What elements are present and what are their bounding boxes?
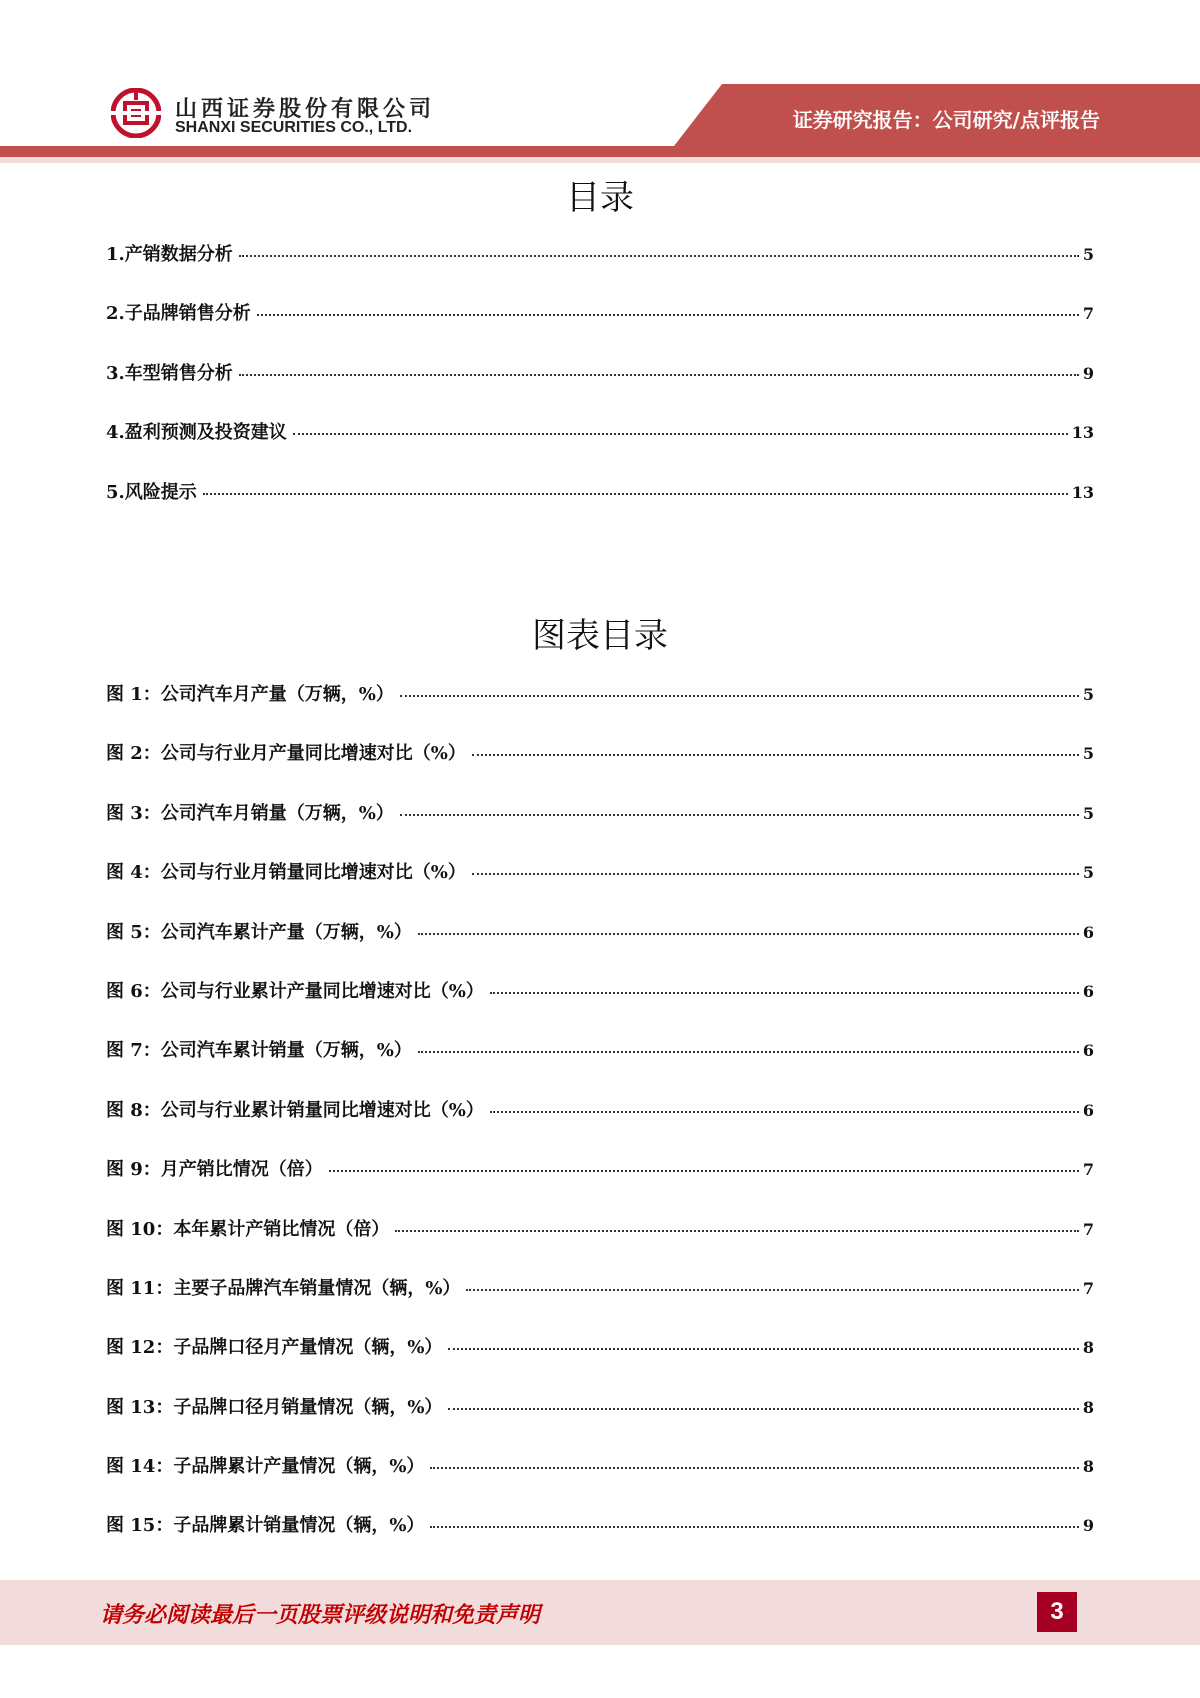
figure-entry[interactable] [106, 977, 1094, 1036]
figures-title: 图表目录 [532, 616, 668, 656]
figure-entry[interactable] [106, 1452, 1094, 1511]
dot-leader [395, 1230, 1079, 1232]
dot-leader [203, 493, 1068, 495]
figure-entry[interactable] [106, 858, 1094, 917]
figure-entry-page: 9 [1082, 1516, 1094, 1536]
figure-entry-page: 5 [1082, 803, 1094, 823]
figure-entry[interactable] [106, 1333, 1094, 1392]
figure-entry[interactable] [106, 1393, 1094, 1452]
figure-entry-label[interactable]: 图 3：公司汽车月销量（万辆，%） [106, 802, 394, 824]
dot-leader [490, 1111, 1079, 1113]
dot-leader [430, 1526, 1078, 1528]
dot-leader [472, 754, 1079, 756]
toc-entry-page: 7 [1082, 304, 1094, 324]
dot-leader [239, 255, 1079, 257]
figure-entry-label[interactable]: 图 13：子品牌口径月销量情况（辆，%） [106, 1396, 443, 1418]
figure-entry[interactable] [106, 1511, 1094, 1570]
dot-leader [400, 814, 1079, 816]
company-logo-icon [111, 88, 161, 138]
figure-entry-label[interactable]: 图 4：公司与行业月销量同比增速对比（%） [106, 862, 466, 884]
dot-leader [466, 1289, 1078, 1291]
figure-entry-label[interactable]: 图 7：公司汽车累计销量（万辆，%） [106, 1040, 412, 1062]
figure-entry-page: 6 [1082, 1041, 1094, 1061]
dot-leader [400, 695, 1079, 697]
figure-entry[interactable] [106, 799, 1094, 858]
toc-title: 目录 [566, 178, 634, 218]
figure-entry-page: 6 [1082, 922, 1094, 942]
figures-list [106, 680, 1094, 1571]
report-type: 证券研究报告：公司研究/点评报告 [792, 108, 1100, 132]
figure-entry-label[interactable]: 图 5：公司汽车累计产量（万辆，%） [106, 921, 412, 943]
toc-entry-label[interactable]: 4.盈利预测及投资建议 [106, 422, 287, 444]
figure-entry-page: 6 [1082, 1100, 1094, 1120]
dot-leader [239, 374, 1079, 376]
header-rule-shadow [0, 157, 1200, 163]
dot-leader [293, 433, 1068, 435]
dot-leader [257, 314, 1079, 316]
footer-disclaimer[interactable]: 请务必阅读最后一页股票评级说明和免责声明 [100, 1602, 541, 1628]
company-name-en: SHANXI SECURITIES CO., LTD. [175, 119, 413, 136]
figure-entry-label[interactable]: 图 14：子品牌累计产量情况（辆，%） [106, 1456, 425, 1478]
toc-entry-label[interactable]: 5.风险提示 [106, 481, 197, 503]
figure-entry-page: 8 [1082, 1338, 1094, 1358]
figure-entry-label[interactable]: 图 8：公司与行业累计销量同比增速对比（%） [106, 1099, 484, 1121]
dot-leader [448, 1348, 1078, 1350]
toc-entry[interactable] [106, 478, 1094, 537]
toc-entry-page: 5 [1082, 245, 1094, 264]
toc-entry[interactable] [106, 240, 1094, 299]
toc-list [106, 240, 1094, 537]
dot-leader [329, 1170, 1079, 1172]
toc-entry[interactable] [106, 299, 1094, 358]
figure-entry-page: 6 [1082, 981, 1094, 1001]
figure-entry[interactable] [106, 1036, 1094, 1095]
header-rule [0, 146, 1200, 157]
figure-entry-page: 7 [1082, 1160, 1094, 1180]
figure-entry-label[interactable]: 图 15：子品牌累计销量情况（辆，%） [106, 1515, 425, 1537]
figure-entry-label[interactable]: 图 11：主要子品牌汽车销量情况（辆，%） [106, 1277, 461, 1299]
figure-entry-page: 5 [1082, 685, 1094, 704]
figure-entry-label[interactable]: 图 10：本年累计产销比情况（倍） [106, 1218, 390, 1240]
toc-entry[interactable] [106, 359, 1094, 418]
dot-leader [418, 933, 1079, 935]
toc-entry-page: 13 [1071, 423, 1094, 443]
figure-entry-label[interactable]: 图 12：子品牌口径月产量情况（辆，%） [106, 1337, 443, 1359]
toc-entry-page: 9 [1082, 363, 1094, 383]
toc-entry[interactable] [106, 418, 1094, 477]
figure-entry[interactable] [106, 739, 1094, 798]
dot-leader [418, 1051, 1079, 1053]
figure-entry-label[interactable]: 图 2：公司与行业月产量同比增速对比（%） [106, 743, 466, 765]
toc-entry-label[interactable]: 1.产销数据分析 [106, 244, 233, 265]
dot-leader [490, 992, 1079, 994]
figure-entry-label[interactable]: 图 1：公司汽车月产量（万辆，%） [106, 684, 394, 705]
toc-entry-label[interactable]: 2.子品牌销售分析 [106, 303, 251, 325]
figure-entry[interactable] [106, 918, 1094, 977]
figure-entry-label[interactable]: 图 6：公司与行业累计产量同比增速对比（%） [106, 980, 484, 1002]
figure-entry-page: 7 [1082, 1219, 1094, 1239]
dot-leader [430, 1467, 1078, 1469]
figure-entry-page: 5 [1082, 744, 1094, 764]
page-number: 3 [1037, 1592, 1077, 1632]
toc-entry-page: 13 [1071, 482, 1094, 502]
company-name-cn: 山西证券股份有限公司 [175, 97, 436, 122]
figure-entry-page: 8 [1082, 1397, 1094, 1417]
toc-entry-label[interactable]: 3.车型销售分析 [106, 362, 233, 384]
figure-entry-page: 5 [1082, 863, 1094, 883]
figure-entry[interactable] [106, 1215, 1094, 1274]
figure-entry-page: 8 [1082, 1457, 1094, 1477]
dot-leader [448, 1408, 1078, 1410]
figure-entry[interactable] [106, 1096, 1094, 1155]
figure-entry-label[interactable]: 图 9：月产销比情况（倍） [106, 1159, 323, 1181]
figure-entry[interactable] [106, 680, 1094, 739]
figure-entry[interactable] [106, 1155, 1094, 1214]
figure-entry[interactable] [106, 1274, 1094, 1333]
dot-leader [472, 873, 1079, 875]
figure-entry-page: 7 [1082, 1278, 1094, 1298]
